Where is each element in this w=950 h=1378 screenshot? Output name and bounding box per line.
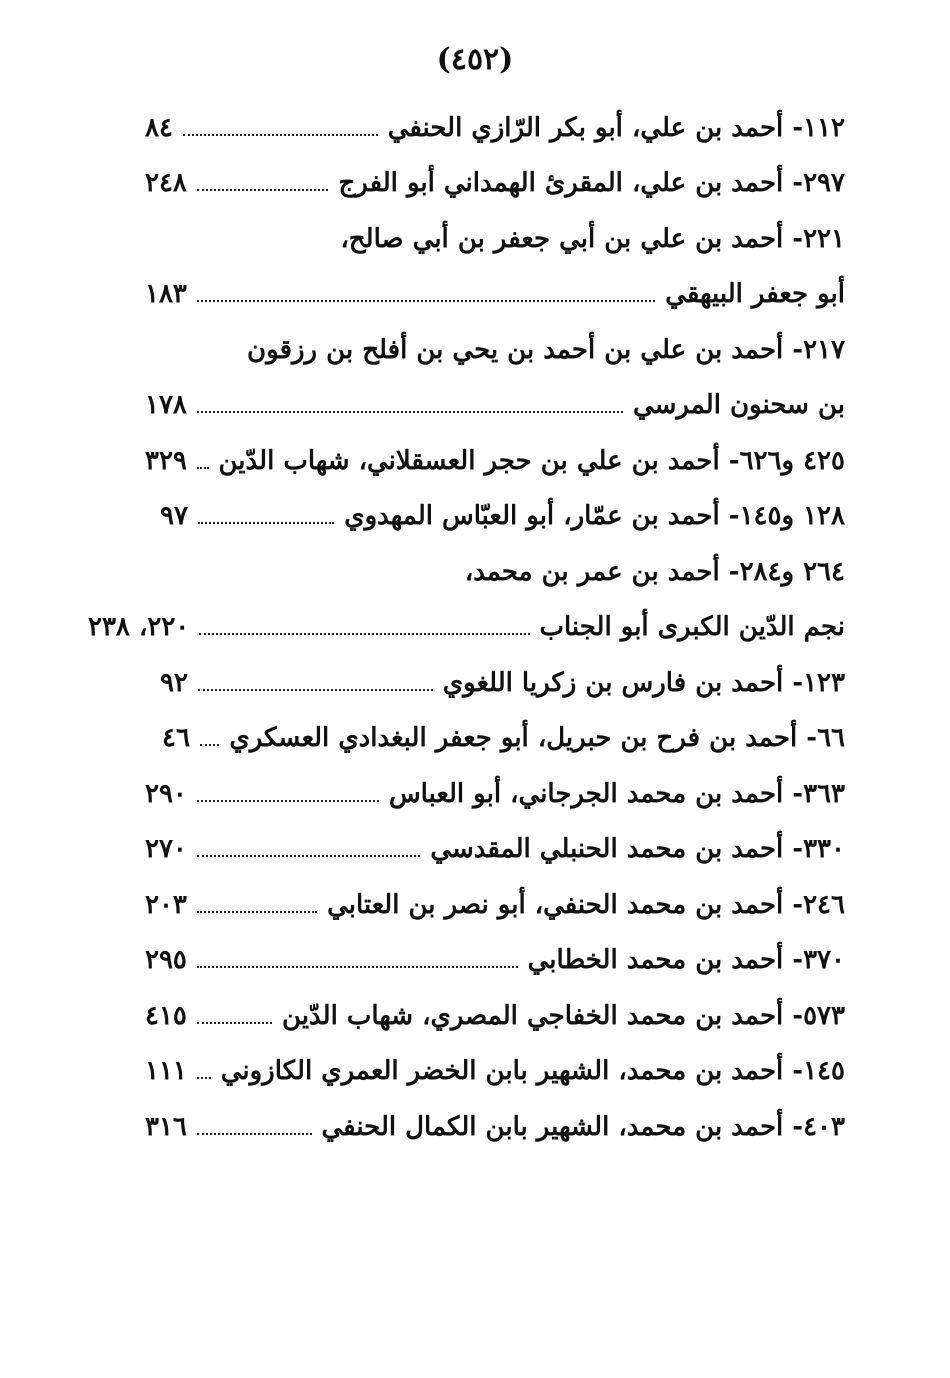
dot-leader (197, 1077, 211, 1079)
entry-row (145, 769, 845, 819)
dot-leader (197, 300, 655, 302)
dot-leader (183, 134, 378, 136)
entry-page-ref: ٢٧٠ (145, 834, 187, 864)
entry-page-ref: ٣٢٩ (145, 446, 187, 476)
index-entry (0, 103, 950, 153)
dot-leader (197, 467, 209, 469)
entry-text: ٣٦٣- أحمد بن محمد الجرجاني، أبو العباس (388, 779, 845, 809)
entry-text: ٢٤٦- أحمد بن محمد الحنفي، أبو نصر بن العتابي (327, 890, 845, 920)
dot-leader (197, 411, 623, 413)
entry-page-ref: ٢٩٠ (145, 779, 187, 809)
entry-row (465, 547, 845, 597)
entry-text: ١٢٣- أحمد بن فارس بن زكريا اللغوي (442, 668, 845, 698)
entry-row (160, 491, 845, 541)
entry-text: أبو جعفر البيهقي (665, 279, 845, 309)
entry-page-ref: ٤٦ (162, 723, 190, 753)
entry-row (341, 214, 846, 264)
entry-row (247, 325, 845, 375)
index-entry (0, 713, 950, 763)
entry-text: ١٤٥- أحمد بن محمد، الشهير بابن الخضر العمري الكازوني (220, 1056, 845, 1086)
entry-page-ref: ١٨٣ (145, 279, 187, 309)
index-entry (0, 436, 950, 486)
index-entry (0, 658, 950, 708)
entry-row (88, 602, 845, 652)
entry-text: ١١٢- أحمد بن علي، أبو بكر الرّازي الحنفي (387, 113, 845, 143)
entry-row (145, 824, 845, 874)
entry-text: ٤٠٣- أحمد بن محمد، الشهير بابن الكمال الحنفي (321, 1112, 845, 1142)
index-entry (0, 325, 950, 375)
entry-row (145, 269, 845, 319)
page-number: (٤٥٢) (436, 42, 514, 77)
entry-text: ١٢٨ و١٤٥- أحمد بن عمّار، أبو العبّاس المهدوي (344, 501, 845, 531)
index-entry (0, 380, 950, 430)
entry-page-ref: ١١١ (145, 1056, 187, 1086)
entry-text: ٢١٧- أحمد بن علي بن أحمد بن يحي بن أفلح بن رزقون (247, 335, 845, 365)
dot-leader (197, 966, 518, 968)
entry-row (160, 658, 845, 708)
entry-row (145, 380, 845, 430)
entry-text: ٢٢١- أحمد بن علي بن أبي جعفر بن أبي صالح، (340, 224, 845, 254)
index-entry (0, 158, 950, 208)
entry-row (162, 713, 845, 763)
dot-leader (200, 744, 219, 746)
dot-leader (197, 911, 317, 913)
dot-leader (197, 189, 329, 191)
entry-page-ref: ٤١٥ (145, 1001, 187, 1031)
entry-page-ref: ٢٢٠، ٢٣٨ (88, 612, 190, 642)
entry-page-ref: ٣١٦ (145, 1112, 187, 1142)
entry-page-ref: ١٧٨ (145, 390, 187, 420)
dot-leader (199, 633, 529, 635)
entry-text: ٣٧٠- أحمد بن محمد الخطابي (527, 945, 845, 975)
index-entry (0, 824, 950, 874)
index-entry (0, 991, 950, 1041)
dot-leader (198, 522, 334, 524)
entry-row (145, 436, 845, 486)
index-entry (0, 214, 950, 264)
index-entry (0, 880, 950, 930)
entry-page-ref: ٩٧ (160, 501, 188, 531)
entry-page-ref: ٢٩٥ (145, 945, 187, 975)
entry-text: ٦٦- أحمد بن فرح بن حبريل، أبو جعفر البغدادي العسكري (229, 723, 845, 753)
index-entry (0, 602, 950, 652)
entry-row (145, 991, 845, 1041)
index-entry (0, 1046, 950, 1096)
index-entry (0, 935, 950, 985)
dot-leader (197, 800, 379, 802)
entry-row (145, 1102, 845, 1152)
entry-text: بن سحنون المرسي (632, 390, 845, 420)
entry-row (145, 103, 845, 153)
entry-page-ref: ٨٤ (145, 113, 173, 143)
entry-page-ref: ٩٢ (160, 668, 188, 698)
dot-leader (197, 855, 420, 857)
entry-text: ٥٧٣- أحمد بن محمد الخفاجي المصري، شهاب الدّين (282, 1001, 845, 1031)
entry-row (145, 935, 845, 985)
dot-leader (197, 1133, 312, 1135)
index-entry (0, 1102, 950, 1152)
entry-text: ٢٦٤ و٢٨٤- أحمد بن عمر بن محمد، (464, 557, 845, 587)
dot-leader (198, 689, 433, 691)
dot-leader (197, 1022, 272, 1024)
index-entry (0, 269, 950, 319)
entry-row (145, 1046, 845, 1096)
entry-text: ٢٩٧- أحمد بن علي، المقرئ الهمداني أبو الفرج (338, 168, 845, 198)
entry-text: ٣٣٠- أحمد بن محمد الحنبلي المقدسي (430, 834, 845, 864)
index-entry (0, 547, 950, 597)
entry-row (145, 880, 845, 930)
entry-page-ref: ٢٤٨ (145, 168, 187, 198)
entry-text: ٤٢٥ و٦٢٦- أحمد بن علي بن حجر العسقلاني، شهاب الدّين (218, 446, 845, 476)
entry-page-ref: ٢٠٣ (145, 890, 187, 920)
entry-text: نجم الدّين الكبرى أبو الجناب (539, 612, 845, 642)
entry-row (145, 158, 845, 208)
index-entry (0, 769, 950, 819)
index-entry (0, 491, 950, 541)
